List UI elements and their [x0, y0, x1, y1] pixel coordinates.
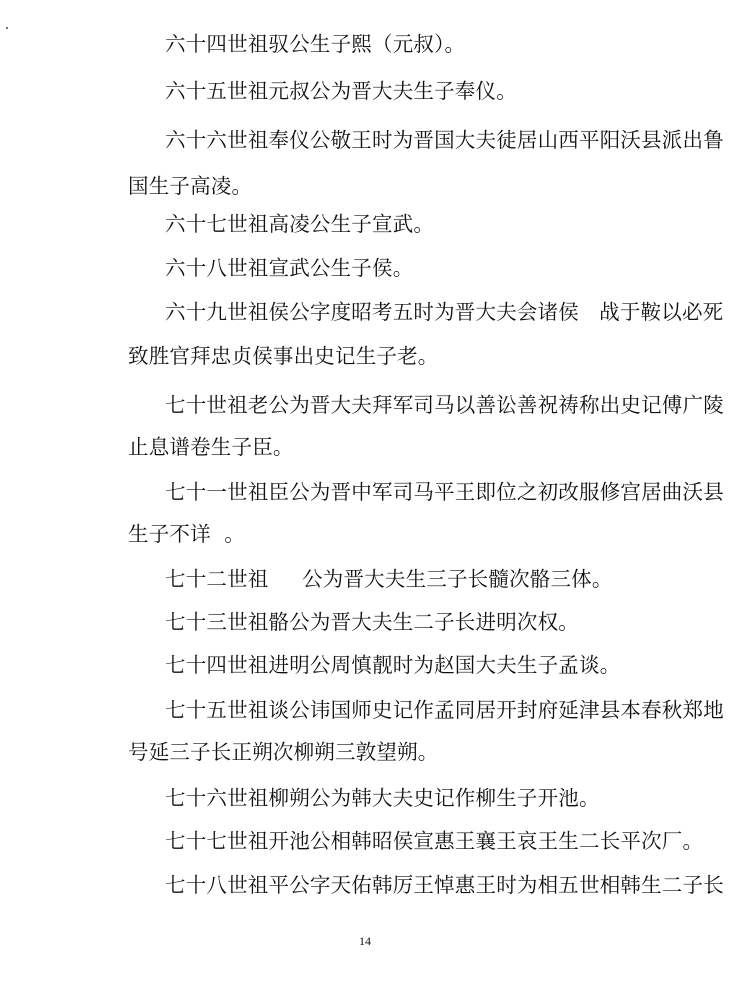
text-line: 七十六世祖柳朔公为韩大夫史记作柳生子开池。: [165, 786, 600, 810]
text-line: 七十七世祖开池公相韩昭侯宣惠王襄王哀王生二长平次厂。: [165, 829, 704, 853]
text-line: 致胜官拜忠贞侯事出史记生子老。: [128, 344, 439, 368]
text-line: 七十世祖老公为晋大夫拜军司马以善讼善祝祷称出史记傅广陵: [165, 393, 724, 417]
text-line: 七十三世祖骼公为晋大夫生二子长进明次权。: [165, 610, 579, 634]
text-line: 六十五世祖元叔公为晋大夫生子奉仪。: [165, 79, 517, 103]
page-number: 14: [359, 934, 371, 948]
text-line: 国生子高凌。: [128, 174, 253, 198]
text-line: 六十六世祖奉仪公敬王时为晋国大夫徒居山西平阳沃县派出鲁: [165, 128, 724, 152]
text-line: 七十二世祖 公为晋大夫生三子长髓次骼三体。: [165, 567, 613, 591]
text-line: 止息谱卷生子臣。: [128, 435, 294, 459]
text-line: 七十四世祖进明公周慎靓时为赵国大夫生子孟谈。: [165, 653, 621, 677]
text-line: 七十八世祖平公字天佑韩厉王悼惠王时为相五世相韩生二子长: [165, 873, 724, 897]
text-line: 六十九世祖侯公字度昭考五时为晋大夫会诸侯 战于鞍以必死: [165, 300, 724, 324]
text-line: 六十八世祖宣武公生子侯。: [165, 256, 414, 280]
text-line: 六十七世祖高凌公生子宣武。: [165, 212, 435, 236]
text-line: 生子不详 。: [128, 522, 245, 546]
text-line: 六十四世祖驭公生子熙（元叔）。: [165, 32, 466, 56]
text-line: 七十一世祖臣公为晋中军司马平王即位之初改服修宫居曲沃县: [165, 480, 724, 504]
text-line: 七十五世祖谈公讳国师史记作孟同居开封府延津县本春秋郑地: [165, 698, 724, 722]
text-line: 号延三子长正朔次柳朔三敦望朔。: [128, 740, 439, 764]
